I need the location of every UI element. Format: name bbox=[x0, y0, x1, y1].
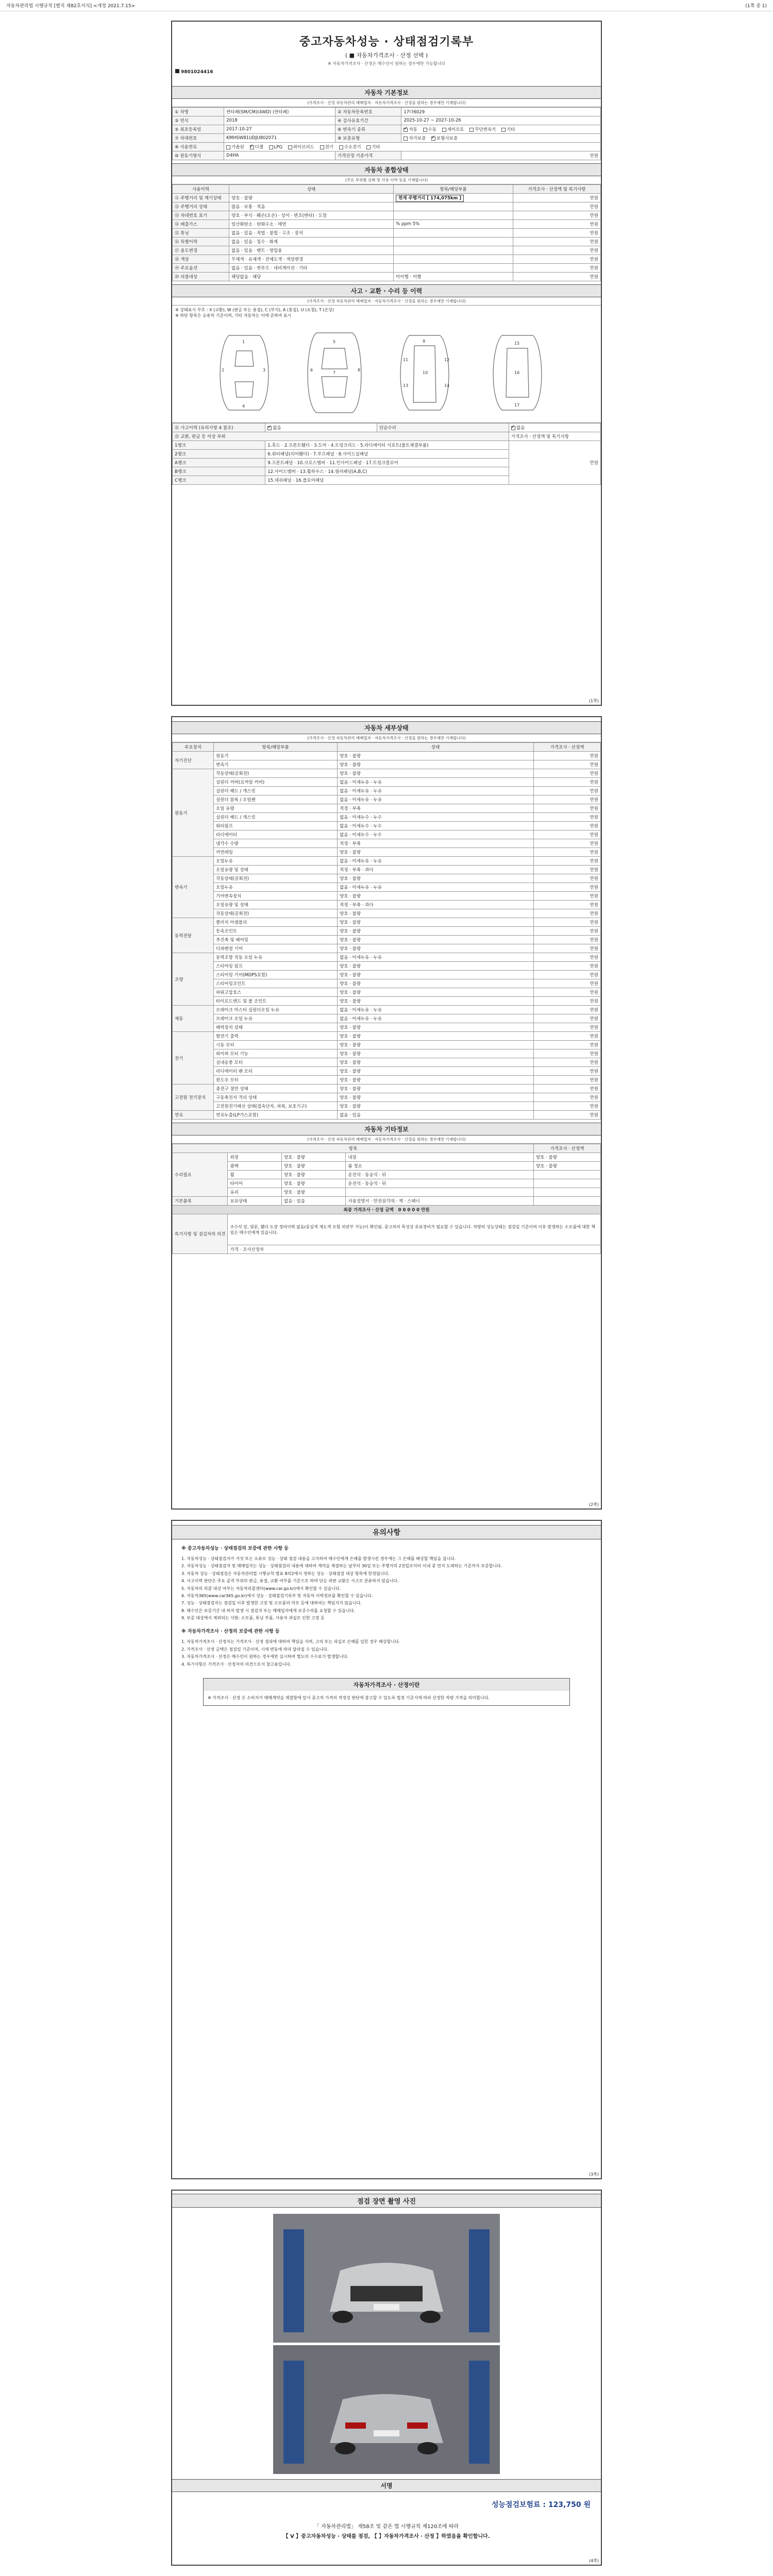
page-1: 중고자동차성능 · 상태점검기록부 ( ■ 자동차가격조사 · 산정 선택 ) ※ 자동차가격조사 · 산정은 매수인이 원하는 경우에만 가능합니다 9801024416 자동차 기본정보 (가격조사 · 산정 자동차관리 매매업자 · 자동차가격조사 · 산정을 원하는 경우에만 기재합니다) ① 차명 싼타페(SM/CM)(4WD) (싼타페) ② 자동차등록번호 17다6029 ③ 연식 2018 ④ 검사유효기간 2025-10-27 ~ 2027-10-26 ⑤ 최초등록일 2017-10-27 ⑥ 변속기 종류 ✓ 자동 수동 세미오토 무단변속기 기타 ⑦ 차대번호 KMHSW81UDJU802071 ⑧ 보증유형 자가보증 ✓ 보험사보증 ⑨ 사용연료 가솔린 ✓ 디젤 LPG 하이브리드 전기 수소전기 기타 ⑩ 원동기형식 D4HA 가격산정 기준가격 만원 자동차 종합상태 (주요 부위별 상태 및 사용 이력 등을 기재합니다) 사용이력 상태 항목/해당부품 가격조사 · 산정액 및 특기사항 ⑪ 주행거리 및 계기상태 양호 · 불량 현재 주행거리 [ 174,075km ] 만원 ⑫ 주행거리 상태 많음 · 보통 · 적음 만원 ⑬ 차대번호 표기 양호 · 부식 · 훼손(오손) · 상이 · 변조(변타) · 도말 만원 ⑭ 배출가스 일산화탄소 · 탄화수소 · 매연 % ppm 5% 만원 ⑮ 튜닝 없음 · 있음 · 적법 · 불법 · 구조 · 장치 만원 ⑯ 특별이력 없음 · 있음 · 침수 · 화재 만원 ⑰ 용도변경 없음 · 있음 · 렌트 · 영업용 만원 ⑱ 색상 무채색 · 유채색 · 전체도색 · 색상변경 만원 ⑲ 주요옵션 없음 · 있음 · 썬루프 · 네비게이션 · 기타 만원 ⑳ 리콜대상 해당없음 · 해당 미이행 · 이행 만원 사고 · 교환 · 수리 등 이력 (가격조사 · 산정 자동차관리 매매업자 · 자동차가격조사 · 산정을 원하는 경우에만 기재합니다) ※ 상태표시 부호 : X (교환), W (판금 또는 용접), C (부식), A (흠집), U (요철), T (손상) ※ 하단 항목은 승용차 기준이며, 기타 자동차는 이에 준하여 표시 1 2 3 4 5 6 7 8 9 10 11 12 13 14 15 16 17 ㉑ 사고이력 (유의사항 4 참조) ✓ 없음 단순수리 ✓ 없음 ㉒ 교환, 판금 등 이상 부위 가격조사 · 산정액 및 특기사항 1랭크 1.후드 · 2.프론트휀더 · 3.도어 · 4.트렁크리드 · 5.라디에이터 서포트(볼트체결부품) 만원 2랭크 6.쿼터패널(리어휀더) · 7.루프패널 · 8.사이드실패널 A랭크 9.프론트패널 · 10.크로스멤버 · 11.인사이드패널 · 17.트렁크플로어 B랭크 12.사이드멤버 · 13.휠하우스 · 14.필러패널(A,B,C) C랭크 15.대쉬패널 · 16.플로어패널 (1쪽) bbox=[171, 21, 602, 706]
table-row: C랭크 15.대쉬패널 · 16.플로어패널 bbox=[173, 476, 601, 485]
accident-legend: ※ 상태표시 부호 : X (교환), W (판금 또는 용접), C (부식), A (흠집), U (요철), T (손상) ※ 하단 항목은 승용차 기준이며, 기타 자동차는 이에 준하여 표시 bbox=[175, 308, 334, 318]
table-row: 워터펌프 없음 · 미세누수 · 누수 만원 bbox=[173, 822, 601, 831]
detail-status-heading: 자동차 세부상태 bbox=[172, 721, 601, 734]
table-row: 광택 양호 · 불량 룸 청소 양호 · 불량 bbox=[173, 1162, 601, 1171]
svg-text:8: 8 bbox=[358, 368, 361, 372]
checkbox-icon bbox=[366, 145, 371, 149]
table-row: ⑬ 차대번호 표기 양호 · 부식 · 훼손(오손) · 상이 · 변조(변타) · 도말 만원 bbox=[173, 211, 601, 220]
table-row: 작동상태(공회전) 양호 · 불량 만원 bbox=[173, 874, 601, 883]
inspection-period: 2025-10-27 ~ 2027-10-26 bbox=[401, 116, 601, 125]
engine-type: D4HA bbox=[224, 151, 335, 160]
checkbox-icon bbox=[404, 128, 408, 132]
table-row: 디퍼렌셜 기어 양호 · 불량 만원 bbox=[173, 944, 601, 953]
table-row: 오일유량 및 상태 적정 · 부족 · 과다 만원 bbox=[173, 866, 601, 874]
registration-number: 17다6029 bbox=[401, 108, 601, 116]
table-row: 동력전달 클러치 어셈블리 양호 · 불량 만원 bbox=[173, 918, 601, 927]
checkbox-icon bbox=[511, 426, 515, 430]
table-row: 1랭크 1.후드 · 2.프론트휀더 · 3.도어 · 4.트렁크리드 · 5.라디에이터 서포트(볼트체결부품) 만원 bbox=[173, 441, 601, 450]
car-rear-photo-icon bbox=[273, 2345, 500, 2474]
page-2: 자동차 세부상태 (가격조사 · 산정 자동차관리 매매업자 · 자동차가격조사 · 산정을 원하는 경우에만 기재합니다) 주요장치 항목/해당부품 상태 가격조사 · 산정액 자기진단 원동기 양호 · 불량 만원 변속기 양호 · 불량 만원 원동기 작동상태(공회전) 양호 · 불량 만원 실린더 커버(로커암 커버) 없음 · 미세누유 · 누유 만원 실린더 헤드 / 개스킷 없음 · 미세누유 · 누유 만원 실린더 블록 / 오일팬 없음 · 미세누유 · 누유 만원 오일 유량 적정 · 부족 만원 실린더 헤드 / 개스킷 없음 · 미세누수 · 누수 만원 워터펌프 없음 · 미세누수 · 누수 만원 라디에이터 없음 · 미세누수 · 누수 만원 냉각수 수량 적정 · 부족 만원 커먼레일 양호 · 불량 만원 변속기 오일누유 없음 · 미세누유 · 누유 만원 오일유량 및 상태 적정 · 부족 · 과다 만원 작동상태(공회전) 양호 · 불량 만원 오일누유 없음 · 미세누유 · 누유 만원 기어변속장치 양호 · 불량 만원 오일유량 및 상태 적정 · 부족 · 과다 만원 작동상태(공회전) 양호 · 불량 만원 동력전달 클러치 어셈블리 양호 · 불량 만원 등속조인트 양호 · 불량 만원 추진축 및 베어링 양호 · 불량 만원 디퍼렌셜 기어 양호 · 불량 만원 조향 동력조향 작동 오일 누유 없음 · 미세누유 · 누유 만원 스티어링 펌프 양호 · 불량 만원 스티어링 기어(MDPS포함) 양호 · 불량 만원 스티어링조인트 양호 · 불량 만원 파워고압호스 양호 · 불량 만원 타이로드엔드 및 볼 조인트 양호 · 불량 만원 제동 브레이크 마스터 실린더오일 누유 없음 · 미세누유 · 누유 만원 브레이크 오일 누유 없음 · 미세누유 · 누유 만원 배력장치 상태 양호 · 불량 만원 전기 발전기 출력 양호 · 불량 만원 시동 모터 양호 · 불량 만원 와이퍼 모터 기능 양호 · 불량 만원 실내송풍 모터 양호 · 불량 만원 라디에이터 팬 모터 양호 · 불량 만원 윈도우 모터 양호 · 불량 만원 고전원 전기장치 충전구 절연 상태 양호 · 불량 만원 구동축전지 격리 상태 양호 · 불량 만원 고전원전기배선 상태(접속단자, 피복, 보호기구) 양호 · 불량 만원 연료 연료누출(LP가스포함) 없음 · 있음 만원 자동차 기타정보 (가격조사 · 산정 자동차관리 매매업자 · 자동차가격조사 · 산정을 원하는 경우에만 기재합니다) 항목 가격조사 · 산정액 수리필요 외장 양호 · 불량 내장 양호 · 불량 광택 양호 · 불량 룸 청소 양호 · 불량 휠 양호 · 불량 운전석 · 동승석 · 뒤 타이어 양호 · 불량 운전석 · 동승석 · 뒤 유리 양호 · 불량 기본품목 보유상태 없음 · 있음 사용설명서 · 안전삼각대 · 잭 · 스패너 최종 가격조사 · 산정 금액 0 0 0 0 0 만원 특기사항 및 점검자의 의견 조수석 앞, 뒷문, 휀더 도장 정비이력 없음(동일색 재도색 포함 외관부 가능)이 확인됨. 중고차의 특성상 유료정비가 필요할 수 있습니다. 차량의 성능상태는 점검일 기준이며 이후 발생하는 소모품에 대한 책임은 매수인에게 있습니다. 가격 · 조사산정자 (2쪽) bbox=[171, 716, 602, 1510]
table-row: 고전원 전기장치 충전구 절연 상태 양호 · 불량 만원 bbox=[173, 1084, 601, 1093]
fuel-options: 가솔린 ✓ 디젤 LPG 하이브리드 전기 수소전기 기타 bbox=[224, 143, 601, 151]
notice-section-1: ※ 중고자동차성능 · 상태점검의 보증에 관한 사항 등 1. 자동차성능 · 상태점검자가 거짓 또는 오류로 성능 · 상태 점검 내용을 고지하여 매수인에게 손해를 발생시킨 경우에는 그 손해를 배상할 책임을 집니다. 2. 자동차성능 · 상태점검자 및 매매업자는 성능 · 상태점검의 내용에 대하여 계약을 체결하는 날부터 30일 또는 주행거리 2천킬로미터 이내 중 먼저 도래하는 기준까지 보증합니다. 3. 자동차 성능 · 상태점검은 자동차관리법 시행규칙 별표 8의2에서 정하는 성능 · 상태점검 대상 항목에 한정됩니다. 4. 사고이력 판단은 주요 골격 부위의 판금, 용접, 교환 여부를 기준으로 하며 단순 외판 교환은 사고로 분류하지 않습니다. 5. 자동차의 리콜 대상 여부는 자동차리콜센터(www.car.go.kr)에서 확인할 수 있습니다. 6. 자동차365(www.car365.go.kr)에서 성능 · 상태점검기록부 및 자동차 이력정보를 확인할 수 있습니다. 7. 성능 · 상태점검자는 점검일 이후 발생한 고장 및 소모품의 마모 등에 대하여는 책임지지 않습니다. 8. 매수인은 보증기간 내 하자 발생 시 점검자 또는 매매업자에게 보증수리를 요청할 수 있습니다. 9. 보증 대상에서 제외되는 사항: 소모품, 튜닝 부품, 사용자 과실로 인한 고장 등 ※ 자동차가격조사 · 산정의 보증에 관한 사항 등 1. 자동차가격조사 · 산정자는 가격조사 · 산정 결과에 대하여 책임을 지며, 고의 또는 과실로 손해를 입힌 경우 배상합니다. 2. 가격조사 · 산정 금액은 점검일 기준이며, 시세 변동에 따라 달라질 수 있습니다. 3. 자동차가격조사 · 산정은 매수인이 원하는 경우에만 실시하며 별도의 수수료가 발생합니다. 4. 특기사항은 가격조사 · 산정자의 의견으로서 참고용입니다. bbox=[181, 1546, 502, 1667]
table-row: 2랭크 6.쿼터패널(리어휀더) · 7.루프패널 · 8.사이드실패널 bbox=[173, 450, 601, 459]
table-row: 수리필요 외장 양호 · 불량 내장 양호 · 불량 bbox=[173, 1153, 601, 1162]
notice-heading: 유의사항 bbox=[172, 1525, 601, 1539]
svg-text:9: 9 bbox=[423, 339, 426, 344]
table-row: 원동기 작동상태(공회전) 양호 · 불량 만원 bbox=[173, 769, 601, 778]
table-row: 냉각수 수량 적정 · 부족 만원 bbox=[173, 839, 601, 848]
table-row: 고전원전기배선 상태(접속단자, 피복, 보호기구) 양호 · 불량 만원 bbox=[173, 1102, 601, 1111]
table-row: 오일유량 및 상태 적정 · 부족 · 과다 만원 bbox=[173, 901, 601, 909]
table-row: A랭크 9.프론트패널 · 10.크로스멤버 · 11.인사이드패널 · 17.트렁크플로어 bbox=[173, 459, 601, 467]
table-row: 조향 동력조향 작동 오일 누유 없음 · 미세누유 · 누유 만원 bbox=[173, 953, 601, 962]
barcode-icon bbox=[175, 69, 179, 73]
table-row: 추진축 및 베어링 양호 · 불량 만원 bbox=[173, 936, 601, 944]
other-info-table: 항목 가격조사 · 산정액 수리필요 외장 양호 · 불량 내장 양호 · 불량 광택 양호 · 불량 룸 청소 양호 · 불량 휠 양호 · 불량 운전석 · 동승석 · 뒤 타이어 양호 · 불량 운전석 · 동승석 · 뒤 유리 양호 · 불량 기본품목 보유상태 없음 · 있음 사용설명서 · 안전삼각대 · 잭 · 스패너 최종 가격조사 · 산정 금액 0 0 0 0 0 만원 특기사항 및 점검자의 의견 조수석 앞, 뒷문, 휀더 도장 정비이력 없음(동일색 재도색 포함 외관부 가능)이 확인됨. 중고차의 특성상 유료정비가 필요할 수 있습니다. 차량의 성능상태는 점검일 기준이며 이후 발생하는 소모품에 대한 책임은 매수인에게 있습니다. 가격 · 조사산정자 bbox=[172, 1144, 601, 1254]
svg-text:14: 14 bbox=[444, 383, 450, 388]
table-row: 구동축전지 격리 상태 양호 · 불량 만원 bbox=[173, 1093, 601, 1102]
checkbox-icon bbox=[226, 145, 230, 149]
form-regulation: 자동차관리법 시행규칙 [별지 제82호서식] <개정 2021.7.15> bbox=[6, 4, 136, 9]
table-row: 배력장치 상태 양호 · 불량 만원 bbox=[173, 1023, 601, 1032]
svg-text:7: 7 bbox=[333, 370, 336, 375]
photo-heading: 점검 장면 촬영 사진 bbox=[172, 2194, 601, 2208]
table-row: 변속기 양호 · 불량 만원 bbox=[173, 760, 601, 769]
table-row: 시동 모터 양호 · 불량 만원 bbox=[173, 1041, 601, 1049]
svg-text:11: 11 bbox=[403, 358, 409, 362]
first-registration: 2017-10-27 bbox=[224, 125, 335, 134]
warranty-options: 자가보증 ✓ 보험사보증 bbox=[401, 134, 601, 143]
detail-status-table: 주요장치 항목/해당부품 상태 가격조사 · 산정액 자기진단 원동기 양호 · 불량 만원 변속기 양호 · 불량 만원 원동기 작동상태(공회전) 양호 · 불량 만원 실린더 커버(로커암 커버) 없음 · 미세누유 · 누유 만원 실린더 헤드 / 개스킷 없음 · 미세누유 · 누유 만원 실린더 블록 / 오일팬 없음 · 미세누유 · 누유 만원 오일 유량 적정 · 부족 만원 실린더 헤드 / 개스킷 없음 · 미세누수 · 누수 만원 워터펌프 없음 · 미세누수 · 누수 만원 라디에이터 없음 · 미세누수 · 누수 만원 냉각수 수량 적정 · 부족 만원 커먼레일 양호 · 불량 만원 변속기 오일누유 없음 · 미세누유 · 누유 만원 오일유량 및 상태 적정 · 부족 · 과다 만원 작동상태(공회전) 양호 · 불량 만원 오일누유 없음 · 미세누유 · 누유 만원 기어변속장치 양호 · 불량 만원 오일유량 및 상태 적정 · 부족 · 과다 만원 작동상태(공회전) 양호 · 불량 만원 동력전달 클러치 어셈블리 양호 · 불량 만원 등속조인트 양호 · 불량 만원 추진축 및 베어링 양호 · 불량 만원 디퍼렌셜 기어 양호 · 불량 만원 조향 동력조향 작동 오일 누유 없음 · 미세누유 · 누유 만원 스티어링 펌프 양호 · 불량 만원 스티어링 기어(MDPS포함) 양호 · 불량 만원 스티어링조인트 양호 · 불량 만원 파워고압호스 양호 · 불량 만원 타이로드엔드 및 볼 조인트 양호 · 불량 만원 제동 브레이크 마스터 실린더오일 누유 없음 · 미세누유 · 누유 만원 브레이크 오일 누유 없음 · 미세누유 · 누유 만원 배력장치 상태 양호 · 불량 만원 전기 발전기 출력 양호 · 불량 만원 시동 모터 양호 · 불량 만원 와이퍼 모터 기능 양호 · 불량 만원 실내송풍 모터 양호 · 불량 만원 라디에이터 팬 모터 양호 · 불량 만원 윈도우 모터 양호 · 불량 만원 고전원 전기장치 충전구 절연 상태 양호 · 불량 만원 구동축전지 격리 상태 양호 · 불량 만원 고전원전기배선 상태(접속단자, 피복, 보호기구) 양호 · 불량 만원 연료 연료누출(LP가스포함) 없음 · 있음 만원 bbox=[172, 742, 601, 1120]
signature-section: 서명 성능점검보험료 : 123,750 원 「 자동차관리법」 제58조 및 같은 법 시행규칙 제120조에 따라 【 V 】중고자동차성능 · 상태를 점검, 【 】자동차가격조사 · 산정 】하였음을 확인합니다. bbox=[172, 2479, 601, 2539]
table-row: 연료 연료누출(LP가스포함) 없음 · 있음 만원 bbox=[173, 1111, 601, 1120]
car-front-photo-icon bbox=[273, 2214, 500, 2343]
car-outline-icon bbox=[172, 320, 601, 423]
svg-text:17: 17 bbox=[514, 403, 520, 408]
table-row: B랭크 12.사이드멤버 · 13.휠하우스 · 14.필러패널(A,B,C) bbox=[173, 467, 601, 476]
svg-text:12: 12 bbox=[444, 358, 450, 362]
svg-text:4: 4 bbox=[242, 404, 245, 409]
checkbox-icon bbox=[404, 137, 408, 141]
table-row: 기어변속장치 양호 · 불량 만원 bbox=[173, 892, 601, 901]
table-row: 실린더 커버(로커암 커버) 없음 · 미세누유 · 누유 만원 bbox=[173, 778, 601, 787]
inspection-photo-rear bbox=[273, 2345, 500, 2474]
checkbox-icon bbox=[267, 426, 272, 430]
checkbox-icon bbox=[431, 137, 435, 141]
svg-text:16: 16 bbox=[514, 370, 520, 375]
overall-status-table: 사용이력 상태 항목/해당부품 가격조사 · 산정액 및 특기사항 ⑪ 주행거리 및 계기상태 양호 · 불량 현재 주행거리 [ 174,075km ] 만원 ⑫ 주행거리 상태 많음 · 보통 · 적음 만원 ⑬ 차대번호 표기 양호 · 부식 · 훼손(오손) · 상이 · 변조(변타) · 도말 만원 ⑭ 배출가스 일산화탄소 · 탄화수소 · 매연 % ppm 5% 만원 ⑮ 튜닝 없음 · 있음 · 적법 · 불법 · 구조 · 장치 만원 ⑯ 특별이력 없음 · 있음 · 침수 · 화재 만원 ⑰ 용도변경 없음 · 있음 · 렌트 · 영업용 만원 ⑱ 색상 무채색 · 유채색 · 전체도색 · 색상변경 만원 ⑲ 주요옵션 없음 · 있음 · 썬루프 · 네비게이션 · 기타 만원 ⑳ 리콜대상 해당없음 · 해당 미이행 · 이행 만원 bbox=[172, 184, 601, 281]
table-row: ⑯ 특별이력 없음 · 있음 · 침수 · 화재 만원 bbox=[173, 238, 601, 246]
other-info-note: (가격조사 · 산정 자동차관리 매매업자 · 자동차가격조사 · 산정을 원하는 경우에만 기재합니다) bbox=[172, 1136, 601, 1144]
table-row: 파워고압호스 양호 · 불량 만원 bbox=[173, 988, 601, 997]
form-header-strip bbox=[0, 0, 773, 11]
basic-info-note: (가격조사 · 산정 자동차관리 매매업자 · 자동차가격조사 · 산정을 원하는 경우에만 기재합니다) bbox=[172, 99, 601, 107]
table-row: 유리 양호 · 불량 bbox=[173, 1188, 601, 1197]
table-row: 작동상태(공회전) 양호 · 불량 만원 bbox=[173, 909, 601, 918]
table-row: 브레이크 오일 누유 없음 · 미세누유 · 누유 만원 bbox=[173, 1014, 601, 1023]
accident-heading: 사고 · 교환 · 수리 등 이력 bbox=[172, 284, 601, 297]
table-row: 전기 발전기 출력 양호 · 불량 만원 bbox=[173, 1032, 601, 1041]
table-row: 라디에이터 없음 · 미세누수 · 누수 만원 bbox=[173, 831, 601, 839]
table-row: 변속기 오일누유 없음 · 미세누유 · 누유 만원 bbox=[173, 857, 601, 866]
table-row: 오일 유량 적정 · 부족 만원 bbox=[173, 804, 601, 813]
table-row: 실린더 헤드 / 개스킷 없음 · 미세누유 · 누유 만원 bbox=[173, 787, 601, 795]
definition-box: 자동차가격조사 · 산정이란 ※ 가격조사 · 산정 은 소비자가 매매계약을 체결함에 앞서 중고차 가격의 적정성 판단에 참고할 수 있도록 법정 기준서에 따라 산정한 차량 가격을 의미합니다. bbox=[203, 1678, 570, 1706]
svg-text:3: 3 bbox=[263, 368, 266, 372]
vin: KMHSW81UDJU802071 bbox=[224, 134, 335, 143]
checkbox-icon bbox=[442, 128, 446, 132]
checkbox-icon bbox=[320, 145, 324, 149]
inspection-photo-front bbox=[273, 2214, 500, 2343]
table-row: 실내송풍 모터 양호 · 불량 만원 bbox=[173, 1058, 601, 1067]
basic-info-table: ① 차명 싼타페(SM/CM)(4WD) (싼타페) ② 자동차등록번호 17다6029 ③ 연식 2018 ④ 검사유효기간 2025-10-27 ~ 2027-10-26 ⑤ 최초등록일 2017-10-27 ⑥ 변속기 종류 ✓ 자동 수동 세미오토 무단변속기 기타 ⑦ 차대번호 KMHSW81UDJU802071 ⑧ 보증유형 자가보증 ✓ 보험사보증 ⑨ 사용연료 가솔린 ✓ 디젤 LPG 하이브리드 전기 수소전기 기타 ⑩ 원동기형식 D4HA 가격산정 기준가격 만원 bbox=[172, 107, 601, 160]
table-row: ⑫ 주행거리 상태 많음 · 보통 · 적음 만원 bbox=[173, 202, 601, 211]
table-row: 자기진단 원동기 양호 · 불량 만원 bbox=[173, 752, 601, 760]
svg-text:5: 5 bbox=[333, 340, 336, 344]
document-subtitle: ( ■ 자동차가격조사 · 산정 선택 ) bbox=[345, 52, 428, 59]
table-row: ⑳ 리콜대상 해당없음 · 해당 미이행 · 이행 만원 bbox=[173, 273, 601, 281]
base-price: 만원 bbox=[401, 151, 601, 160]
special-remarks: 조수석 앞, 뒷문, 휀더 도장 정비이력 없음(동일색 재도색 포함 외관부 가능)이 확인됨. 중고차의 특성상 유료정비가 필요할 수 있습니다. 차량의 성능상태는 점검일 기준이며 이후 발생하는 소모품에 대한 책임은 매수인에게 있습니다. bbox=[228, 1214, 601, 1245]
checkbox-icon bbox=[269, 145, 273, 149]
table-row: 스티어링조인트 양호 · 불량 만원 bbox=[173, 979, 601, 988]
form-number: 9801024416 bbox=[175, 69, 213, 75]
table-row: 기본품목 보유상태 없음 · 있음 사용설명서 · 안전삼각대 · 잭 · 스패너 bbox=[173, 1197, 601, 1206]
car-damage-diagram bbox=[172, 320, 601, 423]
table-row: 타이로드엔드 및 볼 조인트 양호 · 불량 만원 bbox=[173, 997, 601, 1006]
insurance-fee: 성능점검보험료 : 123,750 원 bbox=[491, 2501, 591, 2509]
final-price-row: 최종 가격조사 · 산정 금액 0 0 0 0 0 만원 bbox=[173, 1206, 601, 1214]
document-title-box bbox=[172, 22, 601, 72]
table-row: 커먼레일 양호 · 불량 만원 bbox=[173, 848, 601, 857]
table-row: 스티어링 펌프 양호 · 불량 만원 bbox=[173, 962, 601, 971]
table-row: 제동 브레이크 마스터 실린더오일 누유 없음 · 미세누유 · 누유 만원 bbox=[173, 1006, 601, 1014]
accident-note: (가격조사 · 산정 자동차관리 매매업자 · 자동차가격조사 · 산정을 원하는 경우에만 기재합니다) bbox=[172, 297, 601, 306]
table-row: 스티어링 기어(MDPS포함) 양호 · 불량 만원 bbox=[173, 971, 601, 979]
table-row: ⑲ 주요옵션 없음 · 있음 · 썬루프 · 네비게이션 · 기타 만원 bbox=[173, 264, 601, 273]
other-info-heading: 자동차 기타정보 bbox=[172, 1123, 601, 1136]
svg-text:15: 15 bbox=[514, 341, 520, 346]
page-counter: (1쪽 중 1) bbox=[745, 4, 767, 9]
checkbox-icon bbox=[469, 128, 474, 132]
document-title: 중고자동차성능 · 상태점검기록부 bbox=[299, 36, 474, 48]
checkbox-icon bbox=[501, 128, 506, 132]
final-price: 0 0 0 0 0 만원 bbox=[398, 1208, 430, 1213]
svg-text:6: 6 bbox=[310, 368, 313, 372]
table-row: 실린더 헤드 / 개스킷 없음 · 미세누수 · 누수 만원 bbox=[173, 813, 601, 822]
car-name: 싼타페(SM/CM)(4WD) (싼타페) bbox=[224, 108, 335, 116]
detail-status-note: (가격조사 · 산정 자동차관리 매매업자 · 자동차가격조사 · 산정을 원하는 경우에만 기재합니다) bbox=[172, 734, 601, 742]
table-row: ⑭ 배출가스 일산화탄소 · 탄화수소 · 매연 % ppm 5% 만원 bbox=[173, 220, 601, 229]
page-3: 유의사항 ※ 중고자동차성능 · 상태점검의 보증에 관한 사항 등 1. 자동차성능 · 상태점검자가 거짓 또는 오류로 성능 · 상태 점검 내용을 고지하여 매수인에게 손해를 발생시킨 경우에는 그 손해를 배상할 책임을 집니다. 2. 자동차성능 · 상태점검자 및 매매업자는 성능 · 상태점검의 내용에 대하여 계약을 체결하는 날부터 30일 또는 주행거리 2천킬로미터 이내 중 먼저 도래하는 기준까지 보증합니다. 3. 자동차 성능 · 상태점검은 자동차관리법 시행규칙 별표 8의2에서 정하는 성능 · 상태점검 대상 항목에 한정됩니다. 4. 사고이력 판단은 주요 골격 부위의 판금, 용접, 교환 여부를 기준으로 하며 단순 외판 교환은 사고로 분류하지 않습니다. 5. 자동차의 리콜 대상 여부는 자동차리콜센터(www.car.go.kr)에서 확인할 수 있습니다. 6. 자동차365(www.car365.go.kr)에서 성능 · 상태점검기록부 및 자동차 이력정보를 확인할 수 있습니다. 7. 성능 · 상태점검자는 점검일 이후 발생한 고장 및 소모품의 마모 등에 대하여는 책임지지 않습니다. 8. 매수인은 보증기간 내 하자 발생 시 점검자 또는 매매업자에게 보증수리를 요청할 수 있습니다. 9. 보증 대상에서 제외되는 사항: 소모품, 튜닝 부품, 사용자 과실로 인한 고장 등 ※ 자동차가격조사 · 산정의 보증에 관한 사항 등 1. 자동차가격조사 · 산정자는 가격조사 · 산정 결과에 대하여 책임을 지며, 고의 또는 과실로 손해를 입힌 경우 배상합니다. 2. 가격조사 · 산정 금액은 점검일 기준이며, 시세 변동에 따라 달라질 수 있습니다. 3. 자동차가격조사 · 산정은 매수인이 원하는 경우에만 실시하며 별도의 수수료가 발생합니다. 4. 특기사항은 가격조사 · 산정자의 의견으로서 참고용입니다. 자동차가격조사 · 산정이란 ※ 가격조사 · 산정 은 소비자가 매매계약을 체결함에 앞서 중고차 가격의 적정성 판단에 참고할 수 있도록 법정 기준서에 따라 산정한 차량 가격을 의미합니다. (3쪽) bbox=[171, 1520, 602, 2179]
table-row: 실린더 블록 / 오일팬 없음 · 미세누유 · 누유 만원 bbox=[173, 795, 601, 804]
page-4: 점검 장면 촬영 사진 서명 성능점검보험료 : 123,750 원 「 자동차관리법」 제58조 및 같은 법 시행규칙 제120조에 따라 【 V 】중고자동차성능 · 상태를 점검, 【 】자동차가격조사 · 산정 】하였음을 확인합니다. (4쪽) bbox=[171, 2190, 602, 2566]
table-row: 휠 양호 · 불량 운전석 · 동승석 · 뒤 bbox=[173, 1171, 601, 1179]
checkbox-icon bbox=[288, 145, 292, 149]
accident-table: ㉑ 사고이력 (유의사항 4 참조) ✓ 없음 단순수리 ✓ 없음 ㉒ 교환, 판금 등 이상 부위 가격조사 · 산정액 및 특기사항 1랭크 1.후드 · 2.프론트휀더 · 3.도어 · 4.트렁크리드 · 5.라디에이터 서포트(볼트체결부품) 만원 2랭크 6.쿼터패널(리어휀더) · 7.루프패널 · 8.사이드실패널 A랭크 9.프론트패널 · 10.크로스멤버 · 11.인사이드패널 · 17.트렁크플로어 B랭크 12.사이드멤버 · 13.휠하우스 · 14.필러패널(A,B,C) C랭크 15.대쉬패널 · 16.플로어패널 bbox=[172, 423, 601, 485]
table-row: ⑱ 색상 무채색 · 유채색 · 전체도색 · 색상변경 만원 bbox=[173, 255, 601, 264]
overall-status-heading: 자동차 종합상태 bbox=[172, 163, 601, 176]
svg-text:10: 10 bbox=[423, 370, 428, 375]
table-row: 라디에이터 팬 모터 양호 · 불량 만원 bbox=[173, 1067, 601, 1076]
table-row: 윈도우 모터 양호 · 불량 만원 bbox=[173, 1076, 601, 1084]
table-row: 타이어 양호 · 불량 운전석 · 동승석 · 뒤 bbox=[173, 1179, 601, 1188]
table-row: ⑪ 주행거리 및 계기상태 양호 · 불량 현재 주행거리 [ 174,075km ] 만원 bbox=[173, 194, 601, 202]
checkbox-icon bbox=[423, 128, 427, 132]
model-year: 2018 bbox=[224, 116, 335, 125]
odometer-value: 현재 주행거리 [ 174,075km ] bbox=[396, 195, 464, 202]
table-row: 와이퍼 모터 기능 양호 · 불량 만원 bbox=[173, 1049, 601, 1058]
transmission-options: ✓ 자동 수동 세미오토 무단변속기 기타 bbox=[401, 125, 601, 134]
table-row: 오일누유 없음 · 미세누유 · 누유 만원 bbox=[173, 883, 601, 892]
checkbox-icon bbox=[339, 145, 343, 149]
svg-text:2: 2 bbox=[222, 368, 225, 372]
overall-status-note: (주요 부위별 상태 및 사용 이력 등을 기재합니다) bbox=[172, 176, 601, 184]
table-row: ⑮ 튜닝 없음 · 있음 · 적법 · 불법 · 구조 · 장치 만원 bbox=[173, 229, 601, 238]
checkbox-icon bbox=[250, 145, 254, 149]
table-row: 등속조인트 양호 · 불량 만원 bbox=[173, 927, 601, 936]
svg-text:1: 1 bbox=[242, 340, 245, 344]
svg-text:13: 13 bbox=[403, 383, 409, 388]
table-row: ⑰ 용도변경 없음 · 있음 · 렌트 · 영업용 만원 bbox=[173, 246, 601, 255]
document-note: ※ 자동차가격조사 · 산정은 매수인이 원하는 경우에만 가능합니다 bbox=[328, 61, 445, 66]
basic-info-heading: 자동차 기본정보 bbox=[172, 86, 601, 99]
